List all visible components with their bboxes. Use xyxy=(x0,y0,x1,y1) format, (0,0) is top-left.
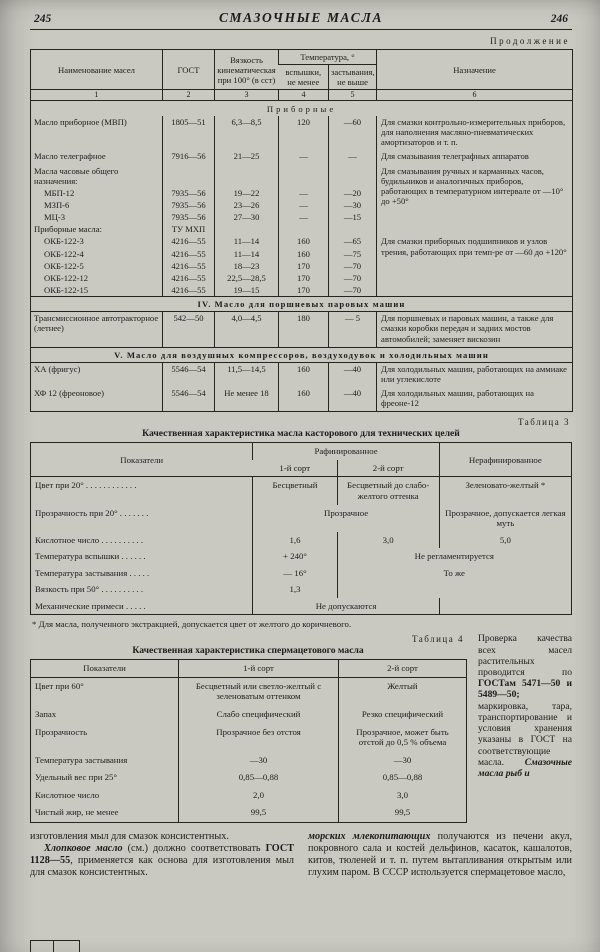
cell-pour: —70 xyxy=(329,272,377,284)
cell-grade1: Бесцветный xyxy=(253,477,337,505)
cell-flash xyxy=(279,223,329,235)
cell-indicator: Прозрачность при 20° . . . . . . . xyxy=(35,507,149,518)
cell-name: ОКБ-122-15 xyxy=(44,284,89,295)
column-header-indicators: Показатели xyxy=(83,663,126,674)
paragraph-text: (см.) должно соответствовать xyxy=(122,842,266,854)
paragraph: изготовления мыл для смазок консистентных. xyxy=(30,830,229,842)
table-row xyxy=(31,787,467,805)
cell-rest: Не регламентируется xyxy=(337,548,571,565)
cell-viscosity: 11—14 xyxy=(215,235,279,247)
cell-gost: 4216—55 xyxy=(163,248,215,260)
cell-name: Масло телеграфное xyxy=(34,151,106,162)
cell-unrefined: Прозрачное, допускается легкая муть xyxy=(439,505,571,532)
cell-grade2: 99,5 xyxy=(339,804,467,822)
cell-flash: 170 xyxy=(279,260,329,272)
sidebar-text: Проверка качества всех масел растительных проводится по xyxy=(478,633,572,679)
cell-name: Масло приборное (МВП) xyxy=(34,117,127,127)
cell-gost: 5546—54 xyxy=(163,387,215,412)
table-row xyxy=(31,505,572,532)
cell-flash: 120 xyxy=(279,116,329,150)
cell-purpose: Для смазки приборных подшипников и узлов трения, работающих при темп-ре от —60 до +120° xyxy=(377,235,573,296)
cell-indicator: Температура застывания xyxy=(35,754,128,765)
gost-reference: ГОСТ 1128—55 xyxy=(30,842,295,866)
table-row xyxy=(31,548,572,565)
cell-gost: 5546—54 xyxy=(163,362,215,387)
cell-grade2: 0,85—0,88 xyxy=(339,769,467,787)
cell-both-grades: Прозрачное xyxy=(253,505,439,532)
fragment-divider xyxy=(53,941,54,952)
column-header-purpose: Назначение xyxy=(377,50,573,90)
cell-grade2: 3,0 xyxy=(339,787,467,805)
section-row-iv: IV. Масло для поршневых паровых машин xyxy=(31,297,573,312)
cell-purpose xyxy=(377,223,573,235)
cell-name: МЗП-6 xyxy=(44,199,70,210)
table-row xyxy=(31,706,467,724)
cell-rest xyxy=(337,581,571,598)
cell-flash: 170 xyxy=(279,272,329,284)
column-header-flash-point: вспышки, не менее xyxy=(285,67,322,88)
column-number: 6 xyxy=(377,90,573,100)
cell-name: ОКБ-122-3 xyxy=(44,236,84,247)
cell-indicator: Температура застывания . . . . . xyxy=(35,567,150,578)
cell-pour xyxy=(329,223,377,235)
column-header-pour-point: застывания, не выше xyxy=(329,65,377,90)
paragraph-text: получаются из печени акул, покровного сала и костей дельфинов, касаток, кашалотов, китов, тюленей и т. п. путем вытапливания открытым или глухим паром. В СССР используется спермацетовое масло, xyxy=(308,830,573,878)
cell-viscosity: 11,5—14,5 xyxy=(215,362,279,387)
cell-gost: 542—50 xyxy=(163,312,215,347)
cell-viscosity: 4,0—4,5 xyxy=(215,312,279,347)
cell-grade1: —30 xyxy=(179,752,339,770)
cell-pour xyxy=(329,165,377,187)
cell-indicator: Запах xyxy=(35,709,57,720)
cell-grade1: Прозрачное без отстоя xyxy=(179,724,339,752)
cell-grade2: 3,0 xyxy=(337,532,439,549)
column-header-unrefined: Нерафинированное xyxy=(439,443,571,477)
column-header-viscosity: Вязкость кинематическая при 100° (в сст) xyxy=(215,50,279,90)
table4-block xyxy=(30,629,466,822)
cell-purpose: Для поршневых и паровых машин, а также для смазки коробки передач и задних мостов автомобилей; заменяет вискозин xyxy=(377,312,573,347)
table-row xyxy=(31,724,467,752)
cell-gost: ТУ МХП xyxy=(163,223,215,235)
cell-indicator: Механические примеси . . . . . xyxy=(35,600,146,611)
table-row xyxy=(31,804,467,822)
table-row xyxy=(31,752,467,770)
cell-name: ХА (фригус) xyxy=(34,363,81,374)
table4-label: Таблица 4 xyxy=(412,634,464,645)
table3-label: Таблица 3 xyxy=(518,417,570,428)
oils-table-header-row xyxy=(31,50,573,65)
cell-purpose: Для холодильных машин, работающих на фреоне-12 xyxy=(377,387,573,412)
cell-grade2: Прозрачное, может быть отстой до 0,5 % объема xyxy=(339,724,467,752)
cell-name: ОКБ-122-12 xyxy=(44,272,89,283)
cell-grade1: 0,85—0,88 xyxy=(179,769,339,787)
cell-gost: 7935—56 xyxy=(163,199,215,211)
cell-gost: 7916—56 xyxy=(163,150,215,164)
spermaceti-oil-table xyxy=(30,659,467,822)
table-row xyxy=(31,598,572,615)
page-header xyxy=(30,10,572,30)
cell-rest: То же xyxy=(337,565,571,582)
cell-viscosity: 19—15 xyxy=(215,284,279,297)
cell-viscosity xyxy=(215,165,279,187)
column-header-grade2: 2-й сорт xyxy=(337,460,439,477)
cell-name: Масла часовые общего назначения: xyxy=(34,165,119,186)
column-header-grade2: 2-й сорт xyxy=(339,660,467,678)
table-row xyxy=(31,769,467,787)
cell-indicator: Прозрачность xyxy=(35,726,88,737)
cell-viscosity xyxy=(215,223,279,235)
cell-viscosity: 18—23 xyxy=(215,260,279,272)
table-row xyxy=(31,312,573,347)
cell-indicator: Цвет при 20° . . . . . . . . . . . . xyxy=(35,480,137,491)
cell-name: ХФ 12 (фреоновое) xyxy=(34,388,104,399)
continuation-label: Продолжение xyxy=(490,36,570,46)
table-row xyxy=(31,116,573,150)
cell-indicator: Удельный вес при 25° xyxy=(35,772,117,783)
column-number: 2 xyxy=(163,90,215,100)
table-row xyxy=(31,235,573,247)
column-header-refined: Рафинированное xyxy=(253,443,439,460)
cell-pour: —40 xyxy=(329,362,377,387)
running-title: СМАЗОЧНЫЕ МАСЛА xyxy=(218,10,384,25)
section-row-instruments: Приборные xyxy=(266,103,337,114)
cell-flash: 160 xyxy=(279,362,329,387)
cell-indicator: Кислотное число xyxy=(35,789,100,800)
cell-pour: —70 xyxy=(329,284,377,297)
cell-viscosity: 22,5—28,5 xyxy=(215,272,279,284)
table-row xyxy=(31,165,573,187)
sidebar-paragraph xyxy=(478,633,572,779)
cell-pour: —65 xyxy=(329,235,377,247)
cell-viscosity: 19—22 xyxy=(215,187,279,199)
column-header-temperature: Температура, ° xyxy=(279,50,377,65)
oils-table xyxy=(30,49,573,412)
bottom-left-column xyxy=(30,831,294,879)
cell-pour: —15 xyxy=(329,211,377,223)
column-header-grade1: 1-й сорт xyxy=(179,660,339,678)
cell-name: Трансмиссионное автотракторное (летнее) xyxy=(34,313,159,334)
paragraph xyxy=(308,831,572,879)
column-number: 1 xyxy=(31,90,163,100)
cell-gost: 7935—56 xyxy=(163,211,215,223)
cell-pour: —20 xyxy=(329,187,377,199)
cell-indicator: Кислотное число . . . . . . . . . . xyxy=(35,534,144,545)
cell-gost: 4216—55 xyxy=(163,284,215,297)
cell-gost: 1805—51 xyxy=(163,116,215,150)
sidebar-gost-reference: ГОСТам 5471—50 и 5489—50; xyxy=(478,678,572,701)
dictionary-entry-term: Смазочные масла рыб и xyxy=(478,756,572,780)
table-row xyxy=(31,387,573,412)
paragraph xyxy=(30,843,294,879)
cell-grade1: + 240° xyxy=(253,548,337,565)
cell-grade1: 1,3 xyxy=(253,581,337,598)
cell-gost: 4216—55 xyxy=(163,235,215,247)
cell-flash: — xyxy=(279,150,329,164)
dictionary-entry-term: Хлопковое масло xyxy=(44,842,123,854)
cell-viscosity: 11—14 xyxy=(215,248,279,260)
cell-purpose: Для холодильных машин, работающих на аммиаке или углекислоте xyxy=(377,362,573,387)
cell-flash: 170 xyxy=(279,284,329,297)
cell-grade1: 1,6 xyxy=(253,532,337,549)
cell-indicator: Температура вспышки . . . . . . xyxy=(35,551,146,562)
castor-oil-table xyxy=(30,442,572,615)
cell-indicator: Вязкость при 50° . . . . . . . . . . xyxy=(35,584,144,595)
spermaceti-table-header-row xyxy=(31,660,467,678)
column-number-row xyxy=(31,90,573,100)
cell-unrefined: Зеленовато-желтый * xyxy=(439,477,571,505)
cell-name: МЦ-3 xyxy=(44,212,66,223)
cell-flash: — xyxy=(279,199,329,211)
table4-zone xyxy=(30,629,572,822)
table-row xyxy=(31,677,467,706)
column-header-grade1: 1-й сорт xyxy=(279,462,311,473)
cell-viscosity: Не менее 18 xyxy=(215,387,279,412)
column-number: 4 xyxy=(279,90,329,100)
cell-pour: —75 xyxy=(329,248,377,260)
cell-pour: —60 xyxy=(329,116,377,150)
table3-title: Качественная характеристика масла касторового для технических целей xyxy=(142,428,460,440)
cell-unrefined xyxy=(439,598,571,615)
column-header-name: Наименование масел xyxy=(58,64,135,75)
cell-purpose: Для смазки контрольно-измерительных приборов, для наполнения масляно-пневматических амортизаторов и т. п. xyxy=(377,116,573,150)
cell-grade1: — 16° xyxy=(253,565,337,582)
cell-unrefined: 5,0 xyxy=(439,532,571,549)
paragraph-text: , применяется как основа для изготовления мыл для смазок консистентных. xyxy=(30,854,294,878)
cell-name: МБП-12 xyxy=(44,187,75,198)
cell-purpose: Для смазывания телеграфных аппаратов xyxy=(377,150,573,164)
table-row xyxy=(31,532,572,549)
table-row xyxy=(31,477,572,505)
cell-flash: 160 xyxy=(279,235,329,247)
section-row-v: V. Масло для воздушных компрессоров, воздуходувок и холодильных машин xyxy=(31,347,573,362)
dictionary-entry-term: морских млекопитающих xyxy=(308,830,431,842)
cell-flash: 160 xyxy=(279,248,329,260)
cell-pour: —70 xyxy=(329,260,377,272)
table-row xyxy=(31,565,572,582)
cell-name: ОКБ-122-4 xyxy=(44,248,84,259)
cell-indicator: Чистый жир, не менее xyxy=(35,807,119,818)
column-header-gost: ГОСТ xyxy=(163,50,215,90)
cell-viscosity: 21—25 xyxy=(215,150,279,164)
cell-grade1: 99,5 xyxy=(179,804,339,822)
cell-grade1: 2,0 xyxy=(179,787,339,805)
bottom-text-columns xyxy=(30,831,572,879)
cell-grade2: Желтый xyxy=(339,677,467,706)
table3-footnote: * Для масла, полученного экстракцией, допускается цвет от желтого до коричневого. xyxy=(32,619,352,630)
column-number: 5 xyxy=(329,90,377,100)
cell-indicator: Цвет при 60° xyxy=(35,680,84,691)
table-row xyxy=(31,362,573,387)
table-row xyxy=(31,581,572,598)
cell-purpose: Для смазывания ручных и карманных часов, будильников и аналогичных приборов, работающих в температурном интервале от —10° до +50° xyxy=(377,165,573,224)
cell-flash: — xyxy=(279,187,329,199)
cell-pour: —30 xyxy=(329,199,377,211)
table-row xyxy=(31,150,573,164)
cell-flash: 160 xyxy=(279,387,329,412)
castor-table-header-row xyxy=(31,443,572,460)
cell-flash: 180 xyxy=(279,312,329,347)
page-number-left: 245 xyxy=(34,13,52,25)
page-bottom-fragment xyxy=(30,940,80,952)
column-header-indicators: Показатели xyxy=(120,454,164,465)
cell-viscosity: 27—30 xyxy=(215,211,279,223)
column-number: 3 xyxy=(215,90,279,100)
cell-gost: 7935—56 xyxy=(163,187,215,199)
cell-pour: — xyxy=(329,150,377,164)
cell-name: Приборные масла: xyxy=(34,224,102,235)
cell-grade2: —30 xyxy=(339,752,467,770)
cell-grade2: Бесцветный до слабо-желтого оттенка xyxy=(337,477,439,505)
cell-grade1: Бесцветный или светло-желтый с зеленоватым оттенком xyxy=(179,677,339,706)
bottom-right-column xyxy=(308,831,572,879)
cell-flash xyxy=(279,165,329,187)
page-number-right: 246 xyxy=(550,13,568,25)
sidebar-text: маркировка, тара, транспортирование и условия хранения указаны в ГОСТ на соответствующие масла. xyxy=(478,700,572,768)
table4-title: Качественная характеристика спермацетового масла xyxy=(132,645,364,657)
cell-name: ОКБ-122-5 xyxy=(44,260,84,271)
table-row xyxy=(31,223,573,235)
cell-flash: — xyxy=(279,211,329,223)
cell-pour: — 5 xyxy=(329,312,377,347)
cell-gost: 4216—55 xyxy=(163,260,215,272)
cell-viscosity: 23—26 xyxy=(215,199,279,211)
cell-grade1: Слабо специфический xyxy=(179,706,339,724)
cell-viscosity: 6,3—8,5 xyxy=(215,116,279,150)
cell-pour: —40 xyxy=(329,387,377,412)
cell-both-grades: Не допускаются xyxy=(253,598,439,615)
cell-gost: 4216—55 xyxy=(163,272,215,284)
cell-gost xyxy=(163,165,215,187)
cell-grade2: Резко специфический xyxy=(339,706,467,724)
